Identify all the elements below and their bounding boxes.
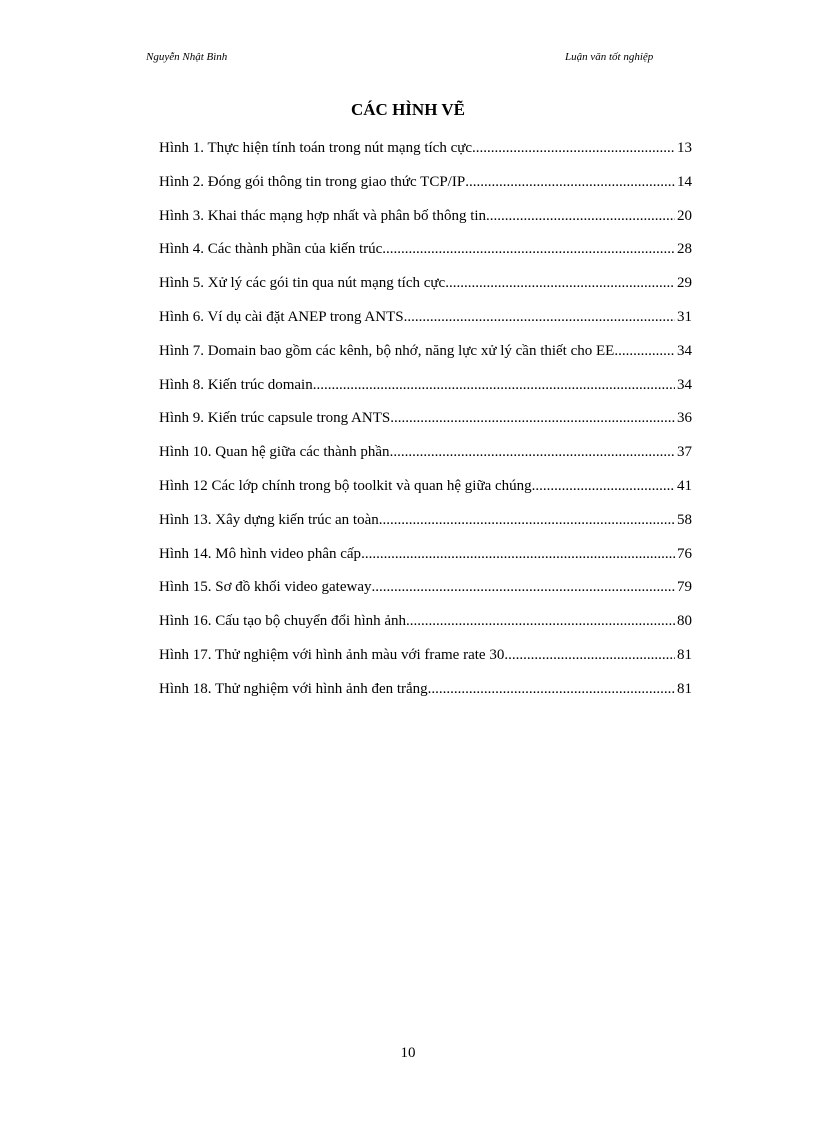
figure-entry-label: Hình 14. Mô hình video phân cấp <box>159 545 362 562</box>
figure-entry[interactable] <box>159 579 692 613</box>
dot-leader <box>445 275 675 292</box>
figure-entry[interactable] <box>159 174 692 208</box>
figure-entry[interactable] <box>159 647 692 681</box>
figure-entry-page: 37 <box>677 444 692 461</box>
figure-entry-label: Hình 3. Khai thác mạng hợp nhất và phân bố thông tin <box>159 207 487 224</box>
page-title: CÁC HÌNH VẼ <box>351 100 465 119</box>
dot-leader <box>390 410 675 427</box>
figure-entry[interactable] <box>159 377 692 411</box>
dot-leader <box>404 309 675 326</box>
figure-entry-page: 58 <box>677 511 692 528</box>
figure-entry[interactable] <box>159 478 692 512</box>
dot-leader <box>390 444 675 461</box>
figure-entry-page: 20 <box>677 207 692 224</box>
figure-entry-label: Hình 2. Đóng gói thông tin trong giao thức TCP/IP <box>159 173 466 190</box>
figure-entry-page: 80 <box>677 613 692 630</box>
dot-leader <box>372 579 676 596</box>
figure-entry[interactable] <box>159 208 692 242</box>
figure-entry-label: Hình 7. Domain bao gồm các kênh, bộ nhớ, năng lực xử lý cần thiết cho EE <box>159 342 615 359</box>
dot-leader <box>406 613 675 630</box>
figure-entry[interactable] <box>159 241 692 275</box>
figure-entry-page: 79 <box>677 579 692 596</box>
dot-leader <box>313 377 675 394</box>
figure-entry-label: Hình 12 Các lớp chính trong bộ toolkit và quan hệ giữa chúng <box>159 477 532 494</box>
figure-entry[interactable] <box>159 546 692 580</box>
page-number: 10 <box>400 1045 416 1061</box>
figure-entry-page: 14 <box>677 173 692 190</box>
figure-entry-label: Hình 6. Ví dụ cài đặt ANEP trong ANTS <box>159 308 404 325</box>
figure-entry-label: Hình 9. Kiến trúc capsule trong ANTS <box>159 410 391 427</box>
figure-entry-page: 28 <box>677 241 692 258</box>
figure-list <box>159 140 692 715</box>
dot-leader <box>532 478 675 495</box>
figure-entry-label: Hình 10. Quan hệ giữa các thành phần <box>159 444 390 461</box>
figure-entry[interactable] <box>159 309 692 343</box>
figure-entry-label: Hình 15. Sơ đồ khối video gateway <box>159 579 372 596</box>
figure-entry-label: Hình 5. Xử lý các gói tin qua nút mạng tích cực <box>159 275 446 292</box>
dot-leader <box>428 681 675 698</box>
figure-entry-page: 29 <box>677 275 692 292</box>
figure-entry-page: 81 <box>677 680 692 697</box>
figure-entry-page: 13 <box>677 140 692 156</box>
figure-entry[interactable] <box>159 681 692 715</box>
figure-entry-page: 41 <box>677 477 692 494</box>
figure-entry-page: 36 <box>677 410 692 427</box>
figure-entry-page: 81 <box>677 646 692 663</box>
header-document-type: Luận văn tốt nghiệp <box>565 51 654 63</box>
dot-leader <box>382 241 675 258</box>
figure-entry[interactable] <box>159 275 692 309</box>
figure-entry-page: 76 <box>677 545 692 562</box>
figure-entry-label: Hình 16. Cấu tạo bộ chuyển đổi hình ảnh <box>159 613 407 630</box>
figure-entry[interactable] <box>159 410 692 444</box>
figure-entry-page: 31 <box>677 308 692 325</box>
figure-entry-label: Hình 1. Thực hiện tính toán trong nút mạng tích cực <box>159 140 473 156</box>
dot-leader <box>504 647 675 664</box>
figure-entry-label: Hình 8. Kiến trúc domain <box>159 376 313 393</box>
figure-entry-page: 34 <box>677 376 692 393</box>
dot-leader <box>614 343 675 360</box>
figure-entry[interactable] <box>159 613 692 647</box>
dot-leader <box>465 174 675 191</box>
dot-leader <box>472 140 675 157</box>
figure-entry-label: Hình 18. Thử nghiệm với hình ảnh đen trắng <box>159 680 428 697</box>
figure-entry-page: 34 <box>677 342 692 359</box>
figure-entry-label: Hình 13. Xây dựng kiến trúc an toàn <box>159 511 379 528</box>
figure-entry[interactable] <box>159 444 692 478</box>
figure-entry[interactable] <box>159 512 692 546</box>
dot-leader <box>361 546 675 563</box>
figure-entry-label: Hình 17. Thử nghiệm với hình ảnh màu với frame rate 30 <box>159 646 505 663</box>
figure-entry[interactable] <box>159 140 692 174</box>
figure-entry[interactable] <box>159 343 692 377</box>
dot-leader <box>486 208 675 225</box>
figure-entry-label: Hình 4. Các thành phần của kiến trúc <box>159 241 383 258</box>
header-author: Nguyễn Nhật Bình <box>146 51 228 63</box>
dot-leader <box>379 512 675 529</box>
